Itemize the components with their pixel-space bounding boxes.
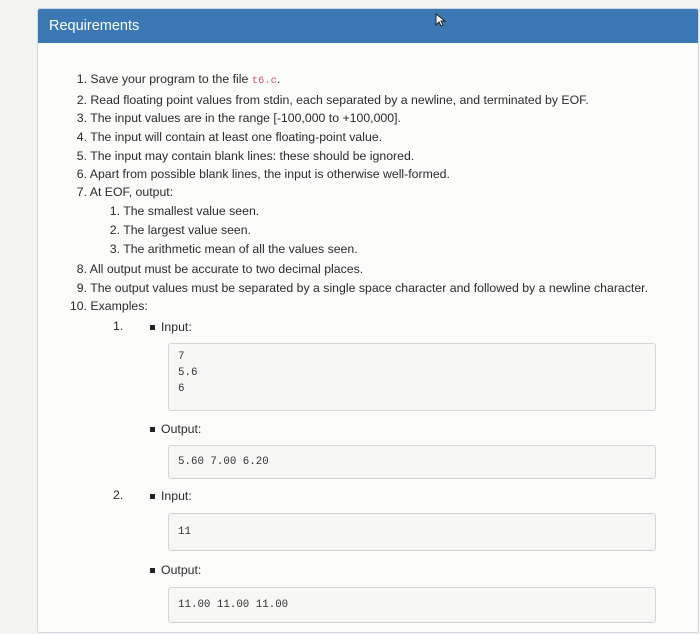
example-input-label: Input: bbox=[150, 489, 192, 503]
panel-title: Requirements bbox=[49, 18, 140, 34]
list-item: 5. The input may contain blank lines: these should be ignored. bbox=[76, 149, 415, 163]
example-input-box: 11 bbox=[168, 513, 656, 551]
bullet-icon bbox=[150, 427, 155, 432]
list-item: 2. Read floating point values from stdin, each separated by a newline, and terminated by EOF. bbox=[76, 93, 589, 107]
bullet-icon bbox=[150, 325, 155, 330]
bullet-icon bbox=[150, 494, 155, 499]
example-output-box: 11.00 11.00 11.00 bbox=[168, 587, 656, 623]
list-item: 7. At EOF, output: bbox=[76, 185, 174, 199]
example-number: 2. bbox=[113, 488, 124, 502]
list-item: 9. The output values must be separated by a single space character and followed by a newline character. bbox=[76, 281, 648, 295]
list-item: 6. Apart from possible blank lines, the input is otherwise well-formed. bbox=[76, 167, 450, 181]
panel-header bbox=[38, 9, 698, 43]
bullet-icon bbox=[150, 568, 155, 573]
list-item: 4. The input will contain at least one floating-point value. bbox=[76, 130, 383, 144]
example-output-label: Output: bbox=[150, 563, 201, 577]
filename-code: t6.c bbox=[251, 75, 277, 87]
list-item: 10. Examples: bbox=[69, 299, 148, 313]
sub-list-item: 1. The smallest value seen. bbox=[109, 204, 260, 218]
requirements-panel bbox=[37, 8, 699, 633]
list-item: 8. All output must be accurate to two decimal places. bbox=[76, 262, 364, 276]
example-input-box: 7 5.6 6 bbox=[168, 343, 656, 411]
sub-list-item: 3. The arithmetic mean of all the values seen. bbox=[109, 242, 358, 256]
example-output-box: 5.60 7.00 6.20 bbox=[168, 445, 656, 479]
example-input-label: Input: bbox=[150, 320, 192, 334]
example-number: 1. bbox=[113, 319, 124, 333]
example-output-label: Output: bbox=[150, 422, 201, 436]
list-item: 3. The input values are in the range [-100,000 to +100,000]. bbox=[76, 111, 401, 125]
mouse-cursor-icon bbox=[435, 13, 447, 27]
sub-list-item: 2. The largest value seen. bbox=[109, 223, 252, 237]
list-item: 1. Save your program to the file t6.c. bbox=[76, 72, 281, 87]
